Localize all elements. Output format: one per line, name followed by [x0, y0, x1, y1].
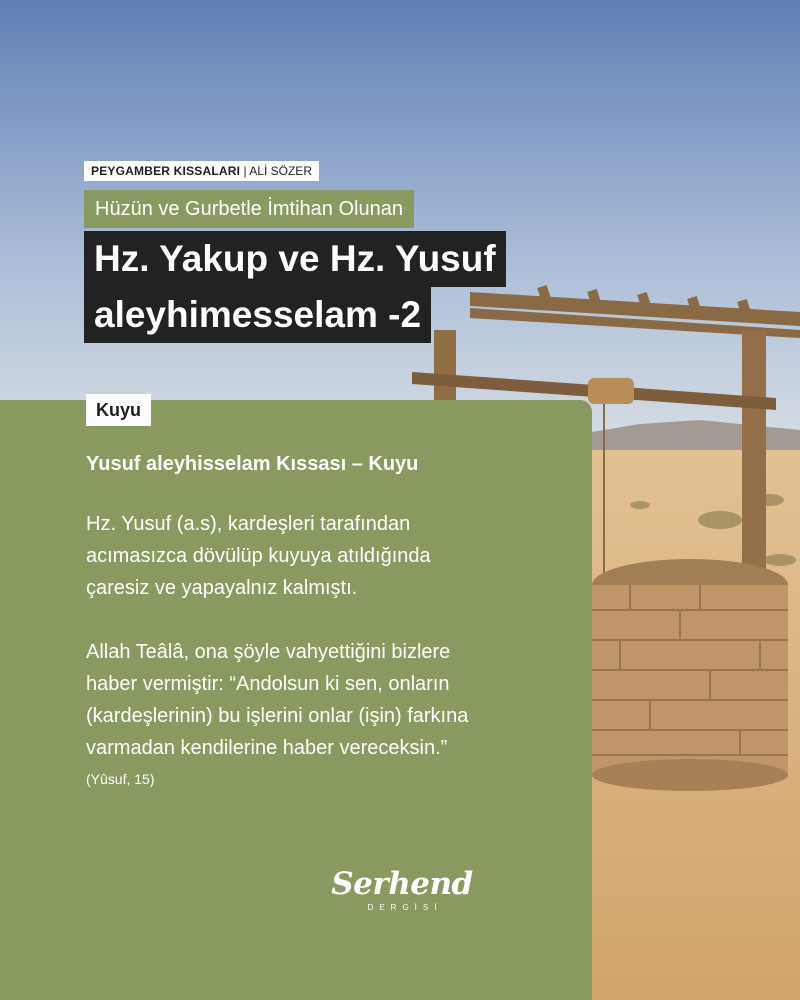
series-name: PEYGAMBER KISSALARI	[91, 164, 241, 178]
subtitle: Hüzün ve Gurbetle İmtihan Olunan	[84, 190, 414, 228]
author-name: ALİ SÖZER	[249, 164, 312, 178]
serhend-logo	[322, 866, 482, 912]
rope-spool	[588, 378, 634, 404]
section-heading: Yusuf aleyhisselam Kıssası – Kuyu	[86, 453, 419, 475]
title-line-2: aleyhimesselam -2	[84, 287, 431, 343]
paragraph-1-line: acımasızca dövülüp kuyuya atıldığında	[86, 545, 431, 567]
paragraph-2-line: varmadan kendilerine haber vereceksin.”	[86, 737, 448, 759]
paragraph-1-line: Hz. Yusuf (a.s), kardeşleri tarafından	[86, 513, 411, 535]
paragraph-1	[86, 508, 576, 604]
title-line-1: Hz. Yakup ve Hz. Yusuf	[84, 231, 506, 287]
paragraph-2-line: Allah Teâlâ, ona şöyle vahyettiğini bizlere	[86, 641, 451, 663]
quran-citation: (Yûsuf, 15)	[86, 771, 155, 787]
stone-well	[592, 559, 788, 791]
paragraph-2	[86, 636, 576, 764]
series-separator: |	[243, 164, 247, 178]
series-tag	[84, 161, 319, 181]
paragraph-1-line: çaresiz ve yapayalnız kalmıştı.	[86, 577, 358, 599]
sky	[0, 0, 800, 460]
section-tag: Kuyu	[86, 394, 151, 426]
logo-subtitle: DERGİSİ	[367, 903, 443, 912]
paragraph-2-line: haber vermiştir: “Andolsun ki sen, onların	[86, 673, 450, 695]
paragraph-2-line: (kardeşlerinin) bu işlerini onlar (işin) farkına	[86, 705, 469, 727]
well-post-right	[742, 330, 766, 570]
logo-wordmark: Serhend	[331, 866, 473, 902]
page-title	[84, 231, 546, 343]
